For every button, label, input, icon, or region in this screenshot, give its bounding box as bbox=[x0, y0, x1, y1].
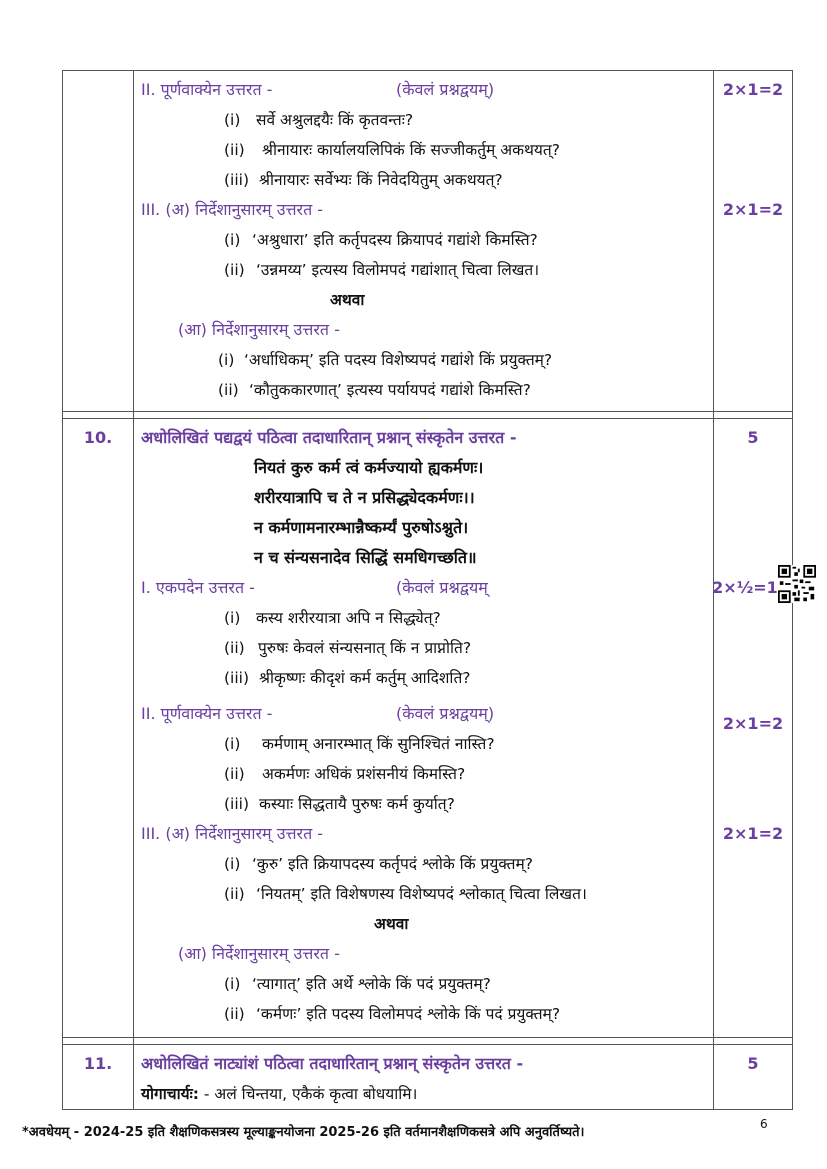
item-number: (iii) bbox=[224, 795, 250, 813]
item-number: (ii) bbox=[224, 885, 245, 903]
question-item bbox=[134, 879, 713, 909]
item-text: श्रीकृष्णः कीदृशं कर्म कर्तुम् आदिशति? bbox=[259, 669, 471, 687]
dialogue-text: - अलं चिन्तया, एकैकं कृत्वा बोधयामि। bbox=[198, 1085, 418, 1103]
row-separator bbox=[63, 1038, 793, 1045]
question-10-row bbox=[63, 419, 793, 1038]
heading-text: I. एकपदेन उत्तरत - bbox=[141, 578, 255, 597]
verse-text: नियतं कुरु कर्म त्वं कर्मज्यायो ह्यकर्मणः। bbox=[254, 458, 484, 477]
item-number: (i) bbox=[224, 231, 241, 249]
dialogue-line: योगाचार्यः: - अलं चिन्तया, एकैकं कृत्वा बोधयामि। bbox=[141, 1085, 418, 1103]
item-number: (i) bbox=[218, 351, 235, 369]
item-text: कस्याः सिद्धतायै पुरुषः कर्म कुर्यात्? bbox=[259, 795, 455, 813]
section-heading bbox=[134, 315, 713, 345]
marks-label: 2×1=2 bbox=[722, 200, 784, 219]
verse-text: न कर्मणामनारम्भान्नैष्कर्म्यं पुरुषोऽश्नुते। bbox=[254, 518, 469, 537]
marks-label: 2×1=2 bbox=[722, 80, 784, 99]
speaker-name: योगाचार्यः bbox=[141, 1085, 193, 1103]
item-text: अकर्मणः अधिकं प्रशंसनीयं किमस्ति? bbox=[262, 765, 466, 783]
qr-code-icon bbox=[778, 565, 816, 603]
heading-text: II. पूर्णवाक्येन उत्तरत - bbox=[141, 704, 273, 723]
question-item bbox=[134, 165, 713, 195]
heading-text: III. (अ) निर्देशानुसारम् उत्तरत - bbox=[141, 200, 324, 219]
item-text: ‘उन्नमय्य’ इत्यस्य विलोमपदं गद्यांशात् चित्वा लिखत। bbox=[256, 261, 540, 279]
question-item bbox=[134, 849, 713, 879]
or-divider bbox=[134, 285, 713, 315]
question-10-content bbox=[134, 419, 714, 1038]
item-number: (ii) bbox=[224, 141, 245, 159]
item-number: (i) bbox=[224, 735, 241, 753]
question-instruction bbox=[134, 423, 713, 453]
verse-line bbox=[134, 543, 713, 573]
heading-text: II. पूर्णवाक्येन उत्तरत - bbox=[141, 80, 273, 99]
marks-label: 2×1=2 bbox=[722, 714, 784, 733]
marks-label: 2×1=2 bbox=[722, 824, 784, 843]
question-item bbox=[134, 345, 713, 375]
item-number: (i) bbox=[224, 609, 241, 627]
question-11-row bbox=[63, 1045, 793, 1110]
question-instruction bbox=[134, 1049, 713, 1079]
item-number: (iii) bbox=[224, 171, 250, 189]
section-heading bbox=[134, 75, 713, 105]
heading-text: III. (अ) निर्देशानुसारम् उत्तरत - bbox=[141, 824, 324, 843]
question-item bbox=[134, 759, 713, 789]
heading-text: (आ) निर्देशानुसारम् उत्तरत - bbox=[178, 944, 340, 963]
verse-text: शरीरयात्रापि च ते न प्रसिद्ध्येदकर्मणः।। bbox=[254, 488, 475, 507]
page-number: 6 bbox=[760, 1117, 768, 1131]
question-item bbox=[134, 729, 713, 759]
section-heading bbox=[134, 195, 713, 225]
item-number: (iii) bbox=[224, 669, 250, 687]
question-item bbox=[134, 225, 713, 255]
section-heading bbox=[134, 699, 713, 729]
question-item bbox=[134, 633, 713, 663]
question-9-content bbox=[134, 71, 714, 412]
question-item bbox=[134, 603, 713, 633]
or-text: अथवा bbox=[330, 291, 365, 309]
question-9-marks bbox=[714, 71, 793, 412]
question-item bbox=[134, 135, 713, 165]
item-text: ‘अर्धाधिकम्’ इति पदस्य विशेष्यपदं गद्यांशे किं प्रयुक्तम्? bbox=[244, 351, 553, 369]
question-10-marks bbox=[714, 419, 793, 1038]
item-text: ‘कुरु’ इति क्रियापदस्य कर्तृपदं श्लोके किं प्रयुक्तम्? bbox=[252, 855, 533, 873]
question-item bbox=[134, 789, 713, 819]
question-11-marks bbox=[714, 1045, 793, 1110]
section-heading bbox=[134, 819, 713, 849]
item-text: ‘नियतम्’ इति विशेषणस्य विशेष्यपदं श्लोकात् चित्वा लिखत। bbox=[256, 885, 587, 903]
verse-line bbox=[134, 513, 713, 543]
verse-line bbox=[134, 453, 713, 483]
item-text: ‘त्यागात्’ इति अर्थे श्लोके किं पदं प्रयुक्तम्? bbox=[252, 975, 491, 993]
item-number: (ii) bbox=[218, 381, 239, 399]
item-text: पुरुषः केवलं संन्यसनात् किं न प्राप्नोति? bbox=[258, 639, 472, 657]
item-text: ‘कौतुककारणात्’ इत्यस्य पर्यायपदं गद्यांशे किमस्ति? bbox=[249, 381, 531, 399]
item-number: (i) bbox=[224, 975, 241, 993]
heading-note: (केवलं प्रश्नद्वयम्) bbox=[396, 80, 495, 99]
verse-text: न च संन्यसनादेव सिद्धिं समधिगच्छति॥ bbox=[254, 548, 477, 567]
item-text: श्रीनायारः कार्यालयलिपिकं किं सज्जीकर्तुम् अकथयत्? bbox=[262, 141, 560, 159]
item-text: ‘अश्रुधारा’ इति कर्तृपदस्य क्रियापदं गद्यांशे किमस्ति? bbox=[252, 231, 538, 249]
item-number: (ii) bbox=[224, 765, 245, 783]
footer-note: *अवधेयम् - 2024-25 इति शैक्षणिकसत्रस्य मूल्याङ्कनयोजना 2025-26 इति वर्तमानशैक्षणिकसत्रे अपि अनुवर्तिष्यते। bbox=[22, 1125, 585, 1140]
question-11-number: 11. bbox=[63, 1045, 134, 1110]
question-11-content bbox=[134, 1045, 714, 1110]
item-number: (i) bbox=[224, 855, 241, 873]
question-9-row bbox=[63, 71, 793, 412]
item-number: (i) bbox=[224, 111, 241, 129]
verse-line bbox=[134, 483, 713, 513]
question-table bbox=[62, 70, 793, 1110]
marks-label: 2×½=1 bbox=[712, 578, 778, 597]
marks-label: 5 bbox=[747, 1054, 759, 1073]
heading-text: (आ) निर्देशानुसारम् उत्तरत - bbox=[178, 320, 340, 339]
item-text: कस्य शरीरयात्रा अपि न सिद्ध्येत्? bbox=[256, 609, 441, 627]
or-text: अथवा bbox=[374, 915, 409, 933]
row-separator bbox=[63, 412, 793, 419]
question-item bbox=[134, 999, 713, 1029]
question-9-number-cell bbox=[63, 71, 134, 412]
question-item bbox=[134, 255, 713, 285]
heading-note: (केवलं प्रश्नद्वयम्) bbox=[396, 704, 495, 723]
heading-note: (केवलं प्रश्नद्वयम् bbox=[396, 578, 488, 597]
item-number: (ii) bbox=[224, 261, 245, 279]
item-number: (ii) bbox=[224, 639, 245, 657]
question-10-number: 10. bbox=[63, 419, 134, 1038]
instruction-text: अधोलिखितं पद्यद्वयं पठित्वा तदाधारितान् प्रश्नान् संस्कृतेन उत्तरत - bbox=[141, 428, 517, 447]
section-heading bbox=[134, 573, 713, 603]
item-text: ‘कर्मणः’ इति पदस्य विलोमपदं श्लोके किं पदं प्रयुक्तम्? bbox=[256, 1005, 561, 1023]
question-item bbox=[134, 105, 713, 135]
question-item bbox=[134, 375, 713, 405]
item-number: (ii) bbox=[224, 1005, 245, 1023]
or-divider bbox=[134, 909, 713, 939]
section-heading bbox=[134, 939, 713, 969]
marks-label: 5 bbox=[747, 428, 759, 447]
question-item bbox=[134, 969, 713, 999]
item-text: श्रीनायारः सर्वेभ्यः किं निवेदयितुम् अकथयत्? bbox=[259, 171, 503, 189]
item-text: सर्वे अश्रुलद्दयैः किं कृतवन्तः? bbox=[256, 111, 414, 129]
question-item bbox=[134, 663, 713, 693]
instruction-text: अधोलिखितं नाट्यांशं पठित्वा तदाधारितान् प्रश्नान् संस्कृतेन उत्तरत - bbox=[141, 1054, 524, 1073]
item-text: कर्मणाम् अनारम्भात् किं सुनिश्चितं नास्ति? bbox=[262, 735, 495, 753]
